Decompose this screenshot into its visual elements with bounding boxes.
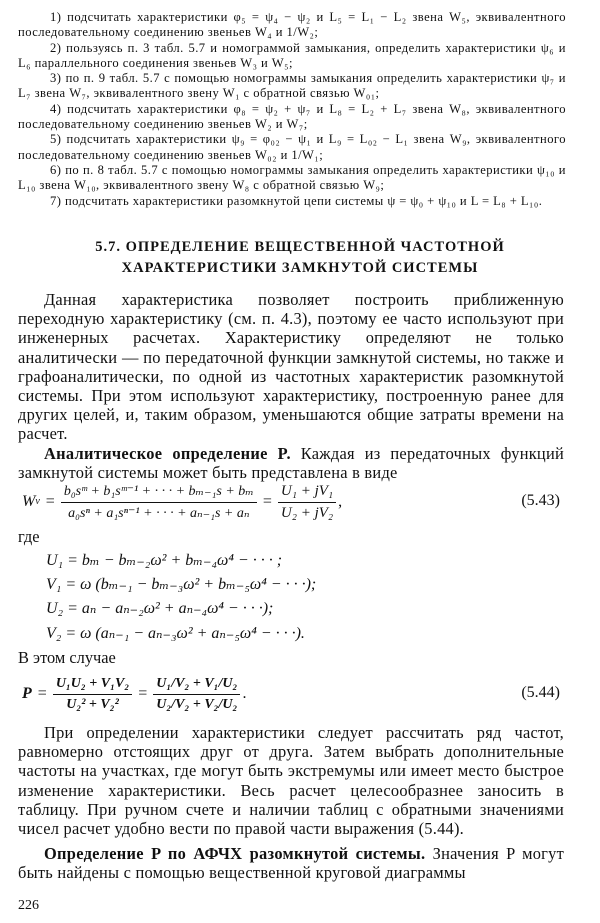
steps-list xyxy=(18,10,566,209)
section-title-line2: ХАРАКТЕРИСТИКИ ЗАМКНУТОЙ СИСТЕМЫ xyxy=(121,260,479,276)
section-heading xyxy=(0,237,600,279)
page-number: 226 xyxy=(18,898,39,913)
eq544-denominator-2: U₂/V₂ + V₂/U₂ xyxy=(156,696,238,712)
section-title-line1: ОПРЕДЕЛЕНИЕ ВЕЩЕСТВЕННОЙ ЧАСТОТНОЙ xyxy=(125,239,505,255)
def-U1: U₁ = bₘ − bₘ₋₂ω² + bₘ₋₄ω⁴ − · · · ; xyxy=(46,552,283,569)
in-this-case-label: В этом случае xyxy=(18,648,116,667)
eq544-number: (5.44) xyxy=(521,684,560,701)
analytic-lead: Аналитическое определение P. xyxy=(44,443,291,463)
eq543-denominator-2: U₂ + jV₂ xyxy=(280,504,334,521)
eq543-numerator-2: U₁ + jV₁ xyxy=(278,483,336,503)
def-U2: U₂ = aₙ − aₙ₋₂ω² + aₙ₋₄ω⁴ − · · ·); xyxy=(46,600,274,617)
calc-section xyxy=(18,723,564,883)
intro-section xyxy=(18,290,564,482)
eq544-numerator: U₁U₂ + V₁V₂ xyxy=(53,676,132,695)
eq544-fraction-right xyxy=(153,676,240,713)
eq543-fraction-right xyxy=(278,483,336,522)
eq543-lhs: W xyxy=(22,493,36,510)
intro-paragraph: Данная характеристика позволяет построить приближенную переходную характеристику (см. п. 4.3), поэтому ее часто используют при инженерных расчетах. Характеристику определяют не только аналитически — по передаточной функции замкнутой системы, но также и графоаналитически, по одной из частотных характеристик разомкнутой системы. При этом используют характеристику, построенную ранее для других целей, и, таким образом, уменьшаются общие затраты времени на расчет. xyxy=(18,290,564,444)
afchx-paragraph xyxy=(18,844,564,882)
eq543-numerator: b₀sᵐ + b₁sᵐ⁻¹ + · · · + bₘ₋₁s + bₘ xyxy=(61,483,257,503)
step-1: 1) подсчитать характеристики φ₅ = ψ₄ − ψ₂ и L₅ = L₁ − L₂ звена W₅, эквивалентного последовательному соединению звеньев W₄ и 1/W₂; xyxy=(18,10,566,40)
step-6: 6) по п. 8 табл. 5.7 с помощью номограммы замыкания определить характеристики ψ₁₀ и L₁₀ звена W₁₀, эквивалентного звену W₈ с обратной связью W₉; xyxy=(18,162,566,193)
def-V1: V₁ = ω (bₘ₋₁ − bₘ₋₃ω² + bₘ₋₅ω⁴ − · · ·); xyxy=(46,576,317,593)
def-V2: V₂ = ω (aₙ₋₁ − aₙ₋₃ω² + aₙ₋₅ω⁴ − · · ·). xyxy=(46,625,305,642)
step-5: 5) подсчитать характеристики ψ₉ = φ₀₂ − ψ₁ и L₉ = L₀₂ − L₁ звена W₉, эквивалентного последовательному соединению звеньев W₀₂ и 1/W₁; xyxy=(18,132,566,162)
afchx-lead: Определение P по АФЧХ разомкнутой системы. xyxy=(44,844,426,864)
eq543-fraction-left xyxy=(61,483,257,522)
eq544-fraction-left xyxy=(53,676,132,713)
eq543-denominator: a₀sⁿ + a₁sⁿ⁻¹ + · · · + aₙ₋₁s + aₙ xyxy=(68,505,250,521)
step-7: 7) подсчитать характеристики разомкнутой цепи системы ψ = ψ₀ + ψ₁₀ и L = L₈ + L₁₀. xyxy=(50,193,543,208)
afchx-text: Значения P могут быть найдены с помощью вещественной круговой диаграммы xyxy=(18,844,565,883)
equation-5-44: P = $\frac{\text{U₁U₂ + V₁V₂}}{\text{U₂² + V₂²}}$ = $\frac{\text{U₁/V₂ + V₁/U₂}}{\text{U₂/V₂ + V₂/U₂}}$ . (5.44) xyxy=(22,675,560,712)
analytic-text: Каждая из передаточных функций замкнутой системы может быть представлена в виде xyxy=(18,443,564,482)
analytic-paragraph xyxy=(18,444,564,482)
step-3: 3) по п. 9 табл. 5.7 с помощью номограммы замыкания определить характеристики ψ₇ и L₇ звена W₇, эквивалентного звену W₁ с обратной связью W₀₁; xyxy=(18,71,566,101)
step-2: 2) пользуясь п. 3 табл. 5.7 и номограммой замыкания, определить характеристики ψ₆ и L₆ параллельного соединения звеньев W₃ и W₅; xyxy=(18,40,566,70)
step-4: 4) подсчитать характеристики φ₈ = ψ₂ + ψ₇ и L₈ = L₂ + L₇ звена W₈, эквивалентного последовательному соединению звеньев W₂ и W₇; xyxy=(18,101,566,132)
eq544-denominator: U₂² + V₂² xyxy=(66,696,119,712)
where-label: где xyxy=(18,527,40,546)
eq543-number: (5.43) xyxy=(521,492,560,509)
section-number: 5.7. xyxy=(95,239,121,255)
eq544-lhs: P xyxy=(22,685,32,702)
calc-paragraph: При определении характеристики следует рассчитать ряд частот, равномерно отстоящих друг от друга. Затем выбрать дополнительные частоты на участках, где могут быть экстремумы или имеет место быстрое изменение характеристики. Весь расчет целесообразнее заносить в таблицу. При ручном счете и наличии таблиц с обратными значениями чисел расчет удобно вести по правой части выражения (5.44). xyxy=(18,723,564,839)
equation-5-43: W ν = $\frac{\text{b₀sᵐ + b₁sᵐ⁻¹ + · · · + bₘ₋₁s + bₘ}}{\text{a₀sⁿ + a₁sⁿ⁻¹ + · · · + aₙ₋₁s + aₙ}}$ = $\frac{\text{U₁ + jV₁}}{\text{U₂ + jV₂}}$ , (5.43) xyxy=(22,482,560,521)
eq544-numerator-2: U₁/V₂ + V₁/U₂ xyxy=(153,676,240,695)
